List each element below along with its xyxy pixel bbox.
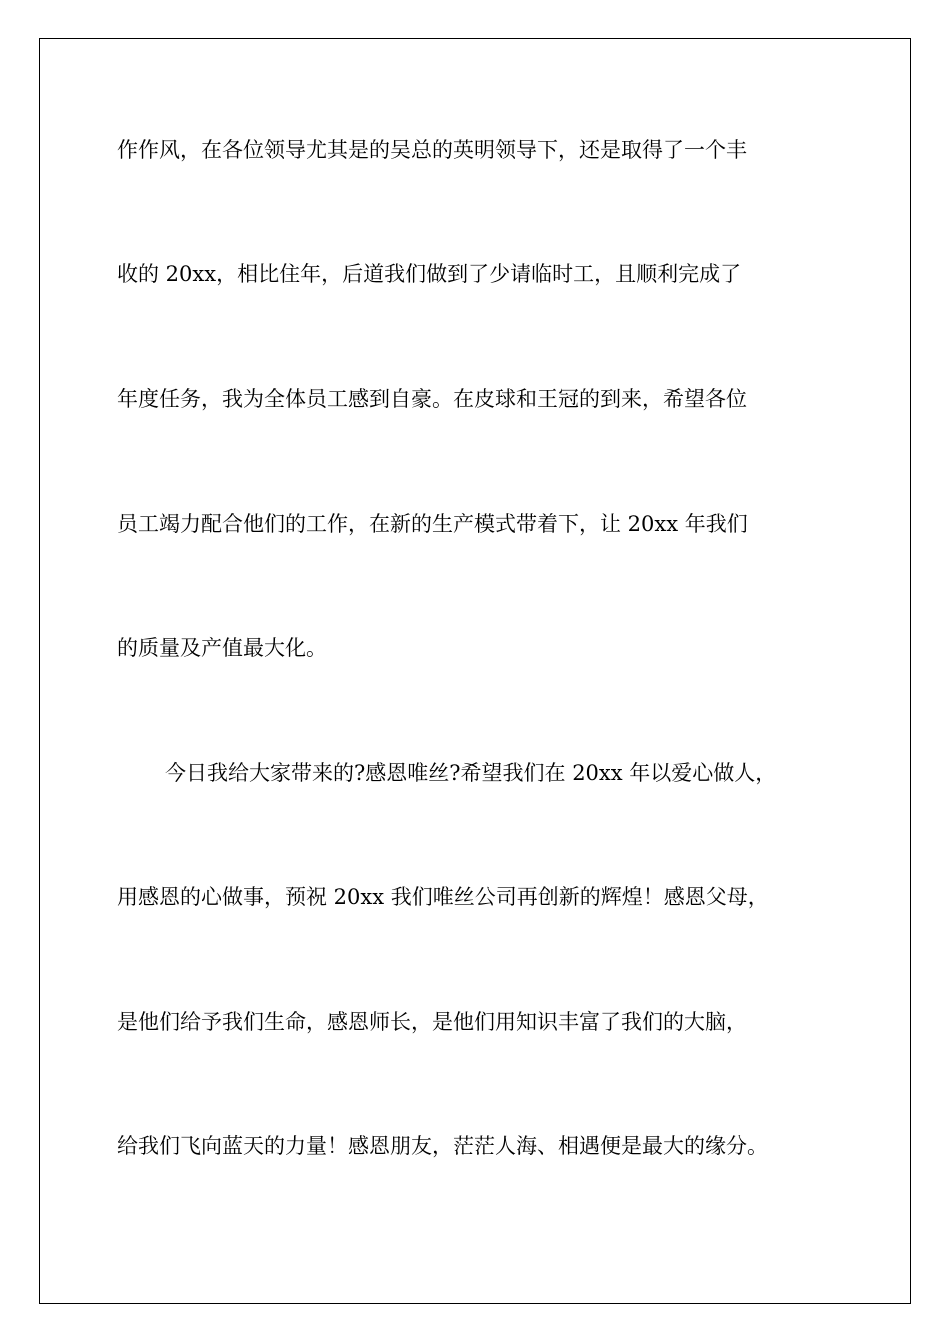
paragraph-line-6: 今日我给大家带来的?感恩唯丝?希望我们在 20xx 年以爱心做人， (165, 761, 777, 785)
paragraph-line-5: 的质量及产值最大化。 (117, 636, 327, 660)
paragraph-line-2: 收的 20xx，相比住年，后道我们做到了少请临时工，且顺利完成了 (117, 262, 742, 286)
paragraph-line-1: 作作风，在各位领导尤其是的吴总的英明领导下，还是取得了一个丰 (117, 138, 747, 162)
page-border (39, 38, 911, 1304)
paragraph-line-4: 员工竭力配合他们的工作，在新的生产模式带着下，让 20xx 年我们 (117, 512, 748, 536)
paragraph-line-9: 给我们飞向蓝天的力量！感恩朋友，茫茫人海、相遇便是最大的缘分。 (117, 1134, 768, 1158)
paragraph-line-8: 是他们给予我们生命，感恩师长，是他们用知识丰富了我们的大脑， (117, 1010, 747, 1034)
paragraph-line-3: 年度任务，我为全体员工感到自豪。在皮球和王冠的到来，希望各位 (117, 387, 747, 411)
paragraph-line-7: 用感恩的心做事，预祝 20xx 我们唯丝公司再创新的辉煌！感恩父母， (117, 885, 769, 909)
